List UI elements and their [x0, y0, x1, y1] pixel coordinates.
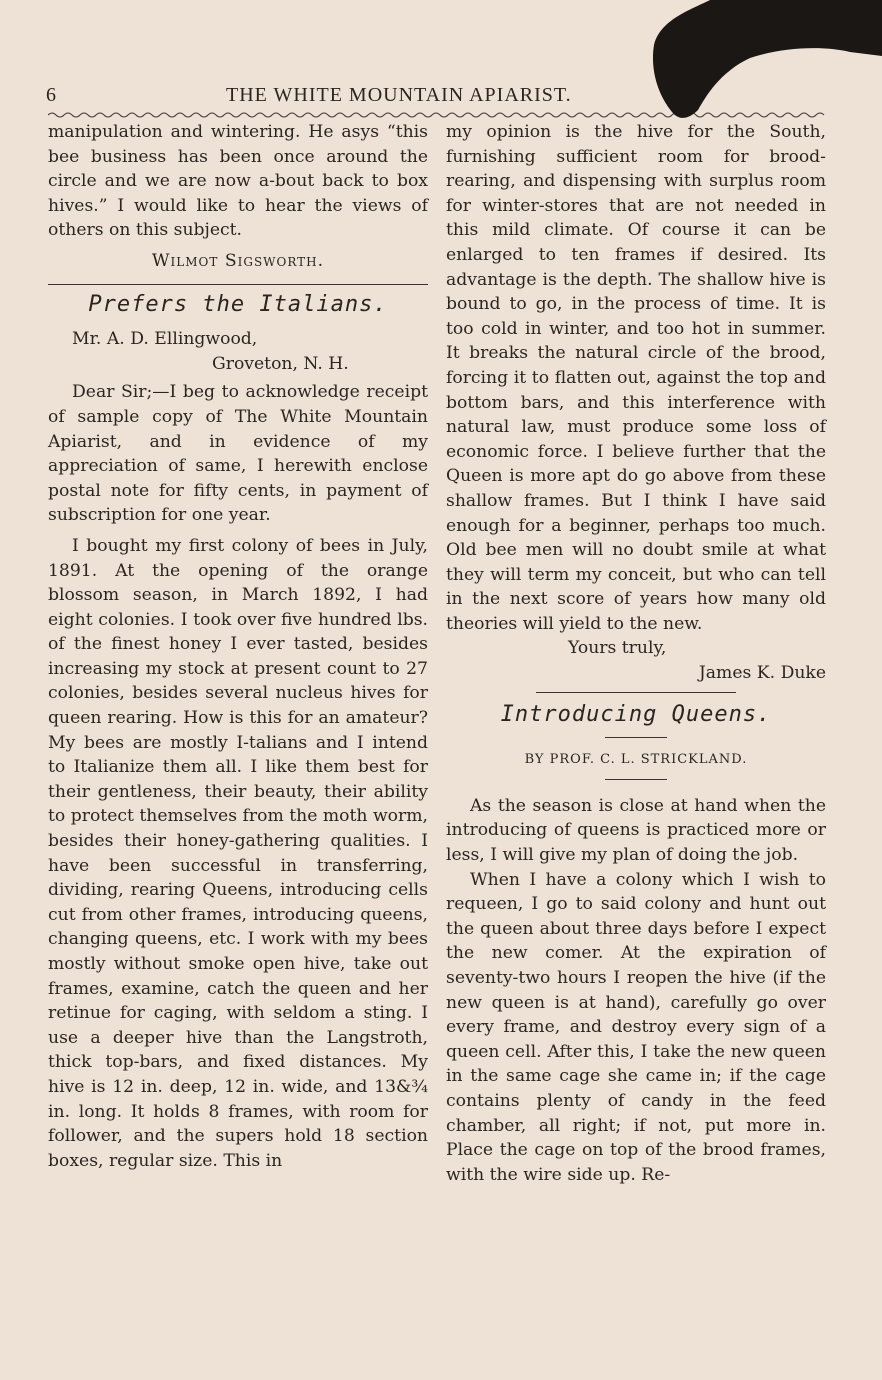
address-place: Groveton, N. H.: [212, 353, 349, 374]
closing-yours-truly: Yours truly,: [568, 638, 667, 659]
left-paragraph-3: I bought my first colony of bees in July, 1891. At the opening of the orange blossom season, in March 1892, I had eight colonies. I took over five hundred lbs. of the finest honey I ever tasted, besides increasing my stock at present count to 27 colonies, besides several nucleus hives for queen rearing. How is this for an amateur? My bees are mostly I-talians and I intend to Italianize them all. I like them best for their gentleness, their beauty, their ability to protect themselves from the moth worm, besides their honey-gathering qualities. I have been successful in transferring, dividing, rearing Queens, introducing cells cut from other frames, introducing queens, changing queens, etc. I work with my bees mostly without smoke open hive, take out frames, examine, catch the queen and her retinue for caging, with seldom a sting. I use a deeper hive than the Langstroth, thick top-bars, and fixed distances. My hive is 12 in. deep, 12 in. wide, and 13&¾ in. long. It holds 8 frames, with room for follower, and the supers hold 18 section boxes, regular size. This in: [48, 535, 428, 1171]
left-paragraph-1: manipulation and wintering. He asys “this bee business has been once around the circle and we are now a-bout back to box hives.” I would like to hear the views of others on this subject.: [48, 122, 428, 241]
page-number: 6: [46, 84, 57, 106]
article-title-queens: Introducing Queens.: [500, 701, 772, 727]
right-paragraph-1: my opinion is the hive for the South, furnishing sufficient room for brood-rearing, and dispensing with surplus room for winter-stores that are not needed in this mild climate. Of course it can be enlarged to ten frames if desired. Its advantage is the depth. The shallow hive is bound to go, in the process of time. It is too cold in winter, and too hot in summer. It breaks the natural circle of the brood, forcing it to flatten out, against the top and bottom bars, and this interference with natural law, must produce some loss of economic force. I believe further that the Queen is more apt do go above from these shallow frames. But I think I have said enough for a beginner, perhaps too much. Old bee men will no doubt smile at what they will term my conceit, but who can tell in the next score of years how many old theories will yield to the new.: [446, 122, 826, 634]
address-name: Mr. A. D. Ellingwood,: [72, 329, 258, 350]
title-underline: [605, 737, 667, 738]
byline: BY PROF. C. L. STRICKLAND.: [524, 752, 748, 768]
signature-sigsworth: Wilmot Sigsworth.: [151, 250, 325, 271]
left-column: [48, 120, 428, 1173]
article-title-italians: Prefers the Italians.: [88, 291, 388, 317]
signature-duke: James K. Duke: [698, 663, 826, 684]
right-column: [446, 120, 826, 1187]
left-paragraph-2: Dear Sir;—I beg to acknowledge receipt of sample copy of The White Mountain Apiarist, and in evidence of my appreciation of same, I herewith enclose postal note for fifty cents, in payment of subscription for one year.: [48, 382, 428, 526]
short-divider: [536, 692, 736, 693]
right-paragraph-3: When I have a colony which I wish to requeen, I go to said colony and hunt out the queen about three days before I expect the new comer. At the expiration of seventy-two hours I reopen the hive (if the new queen is at hand), carefully go over every frame, and destroy every sign of a queen cell. After this, I take the new queen in the same cage she came in; if the cage contains plenty of candy in the feed chamber, all right; if not, put more in. Place the cage on top of the brood frames, with the wire side up. Re-: [446, 869, 826, 1185]
burn-stain: [650, 0, 882, 130]
byline-underline: [605, 779, 667, 780]
right-paragraph-2: As the season is close at hand when the introducing of queens is practiced more or less, I will give my plan of doing the job.: [446, 795, 826, 866]
running-head: THE WHITE MOUNTAIN APIARIST.: [226, 84, 572, 106]
section-divider: [48, 284, 428, 285]
